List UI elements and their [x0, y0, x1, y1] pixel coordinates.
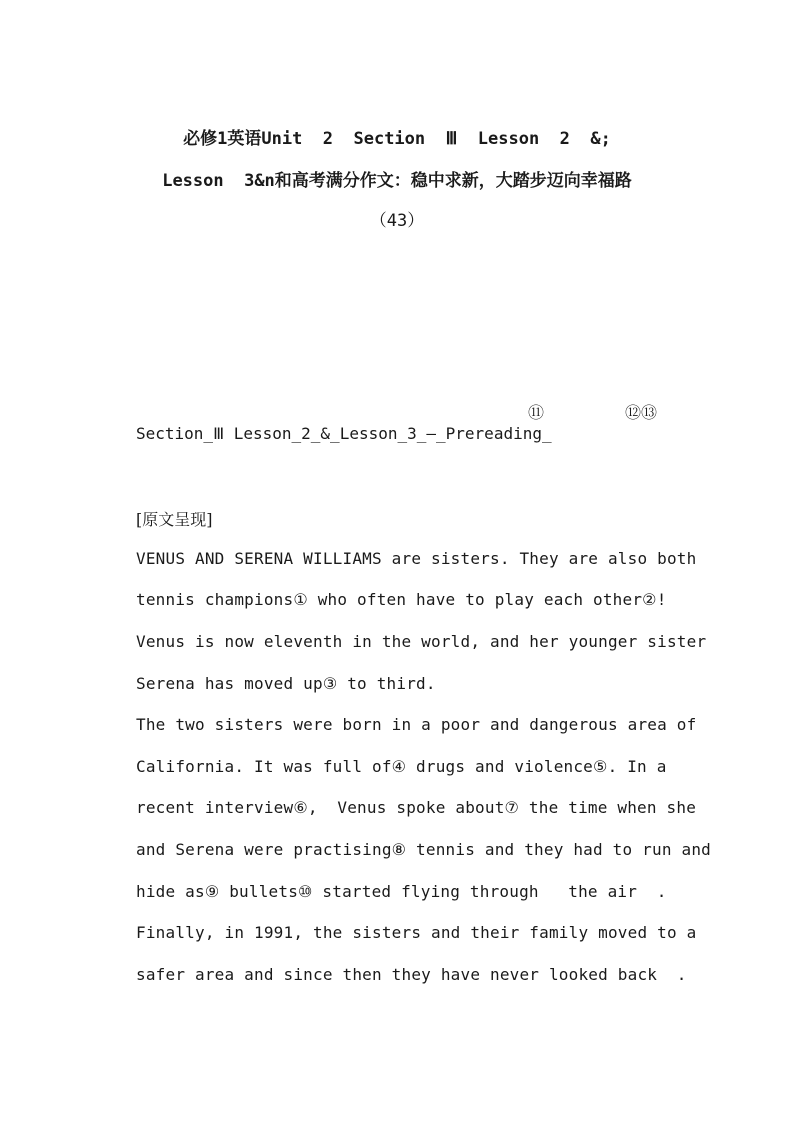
paragraph-line: VENUS AND SERENA WILLIAMS are sisters. They are also both [136, 549, 697, 568]
section-heading: Section_Ⅲ Lesson_2_&_Lesson_3_—_Prereading_ [136, 424, 552, 443]
document-title-line-1: 必修1英语Unit 2 Section Ⅲ Lesson 2 &; [183, 129, 611, 149]
paragraph-line: recent interview⑥, Venus spoke about⑦ the time when she [136, 798, 697, 817]
paragraph-line: Finally, in 1991, the sisters and their family moved to a [136, 923, 697, 942]
paragraph-line: Serena has moved up③ to third. [136, 674, 436, 693]
footnote-mark-12-13: ⑫⑬ [625, 403, 658, 422]
paragraph-line: The two sisters were born in a poor and dangerous area of [136, 715, 697, 734]
paragraph-line: California. It was full of④ drugs and violence⑤. In a [136, 757, 667, 776]
paragraph-line: tennis champions① who often have to play each other②! [136, 590, 667, 609]
paragraph-line: Venus is now eleventh in the world, and her younger sister [136, 632, 707, 651]
original-text-label: [原文呈现] [136, 510, 213, 529]
document-title-line-3: （43） [369, 211, 425, 231]
paragraph-line: hide as⑨ bullets⑩ started flying through the air . [136, 882, 667, 901]
paragraph-line: safer area and since then they have never looked back . [136, 965, 687, 984]
document-title-line-2: Lesson 3&n和高考满分作文：稳中求新，大踏步迈向幸福路 [162, 171, 632, 191]
footnote-mark-11: ⑪ [528, 403, 545, 422]
paragraph-line: and Serena were practising⑧ tennis and they had to run and [136, 840, 712, 859]
